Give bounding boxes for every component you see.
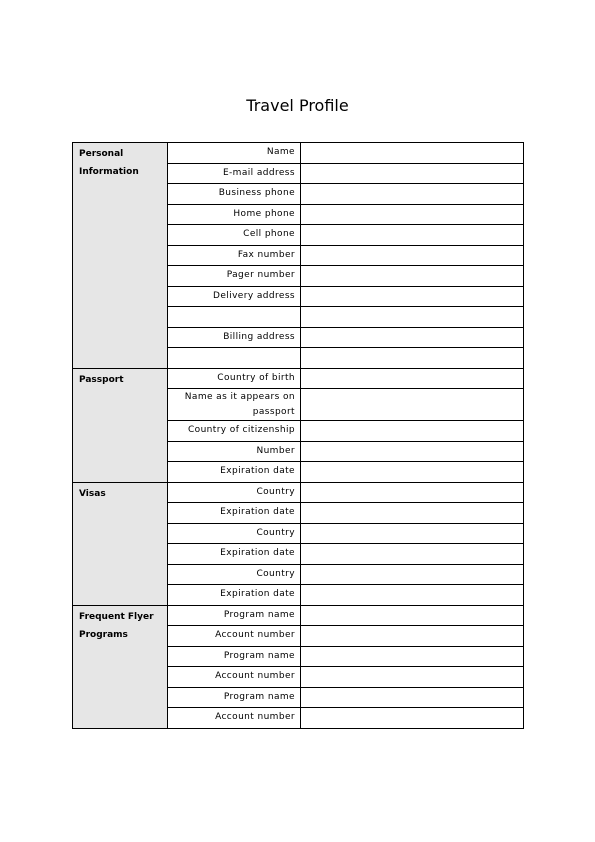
- field-label-program-name: Program name: [168, 646, 301, 667]
- visa-country-field[interactable]: [301, 523, 524, 544]
- field-label-billing-address: Billing address: [168, 327, 301, 348]
- visa-expiration-field[interactable]: [301, 544, 524, 565]
- field-label-program-name: Program name: [168, 687, 301, 708]
- field-label-account-number: Account number: [168, 667, 301, 688]
- country-of-citizenship-field[interactable]: [301, 421, 524, 442]
- field-label-visa-expiration: Expiration date: [168, 503, 301, 524]
- pager-number-field[interactable]: [301, 266, 524, 287]
- visa-expiration-field[interactable]: [301, 585, 524, 606]
- billing-address-line2-field[interactable]: [301, 348, 524, 369]
- business-phone-field[interactable]: [301, 184, 524, 205]
- field-label-visa-expiration: Expiration date: [168, 585, 301, 606]
- field-label-blank: [168, 348, 301, 369]
- table-row: [73, 368, 524, 389]
- field-label-fax-number: Fax number: [168, 245, 301, 266]
- visa-country-field[interactable]: [301, 482, 524, 503]
- passport-name-field[interactable]: [301, 389, 524, 421]
- table-row: [73, 143, 524, 164]
- passport-number-field[interactable]: [301, 441, 524, 462]
- field-label-delivery-address: Delivery address: [168, 286, 301, 307]
- field-label-business-phone: Business phone: [168, 184, 301, 205]
- billing-address-field[interactable]: [301, 327, 524, 348]
- field-label-email: E-mail address: [168, 163, 301, 184]
- field-label-program-name: Program name: [168, 605, 301, 626]
- country-of-birth-field[interactable]: [301, 368, 524, 389]
- account-number-field[interactable]: [301, 626, 524, 647]
- page-title: Travel Profile: [246, 96, 349, 115]
- fax-number-field[interactable]: [301, 245, 524, 266]
- visa-country-field[interactable]: [301, 564, 524, 585]
- delivery-address-line2-field[interactable]: [301, 307, 524, 328]
- section-personal-information: Personal Information: [73, 143, 168, 369]
- account-number-field[interactable]: [301, 667, 524, 688]
- field-label-name: Name: [168, 143, 301, 164]
- field-label-visa-country: Country: [168, 523, 301, 544]
- field-label-home-phone: Home phone: [168, 204, 301, 225]
- program-name-field[interactable]: [301, 687, 524, 708]
- delivery-address-field[interactable]: [301, 286, 524, 307]
- field-label-passport-name: Name as it appears on passport: [168, 389, 301, 421]
- section-passport: Passport: [73, 368, 168, 482]
- field-label-passport-expiration: Expiration date: [168, 462, 301, 483]
- field-label-visa-country: Country: [168, 564, 301, 585]
- field-label-country-of-birth: Country of birth: [168, 368, 301, 389]
- email-field[interactable]: [301, 163, 524, 184]
- field-label-country-of-citizenship: Country of citizenship: [168, 421, 301, 442]
- cell-phone-field[interactable]: [301, 225, 524, 246]
- table-row: [73, 482, 524, 503]
- section-frequent-flyer-programs: Frequent Flyer Programs: [73, 605, 168, 728]
- home-phone-field[interactable]: [301, 204, 524, 225]
- field-label-cell-phone: Cell phone: [168, 225, 301, 246]
- field-label-passport-number: Number: [168, 441, 301, 462]
- table-row: [73, 605, 524, 626]
- program-name-field[interactable]: [301, 605, 524, 626]
- field-label-visa-expiration: Expiration date: [168, 544, 301, 565]
- account-number-field[interactable]: [301, 708, 524, 729]
- field-label-account-number: Account number: [168, 626, 301, 647]
- passport-expiration-field[interactable]: [301, 462, 524, 483]
- field-label-visa-country: Country: [168, 482, 301, 503]
- name-field[interactable]: [301, 143, 524, 164]
- field-label-account-number: Account number: [168, 708, 301, 729]
- field-label-blank: [168, 307, 301, 328]
- field-label-pager-number: Pager number: [168, 266, 301, 287]
- section-visas: Visas: [73, 482, 168, 605]
- travel-profile-table: [72, 142, 524, 729]
- visa-expiration-field[interactable]: [301, 503, 524, 524]
- program-name-field[interactable]: [301, 646, 524, 667]
